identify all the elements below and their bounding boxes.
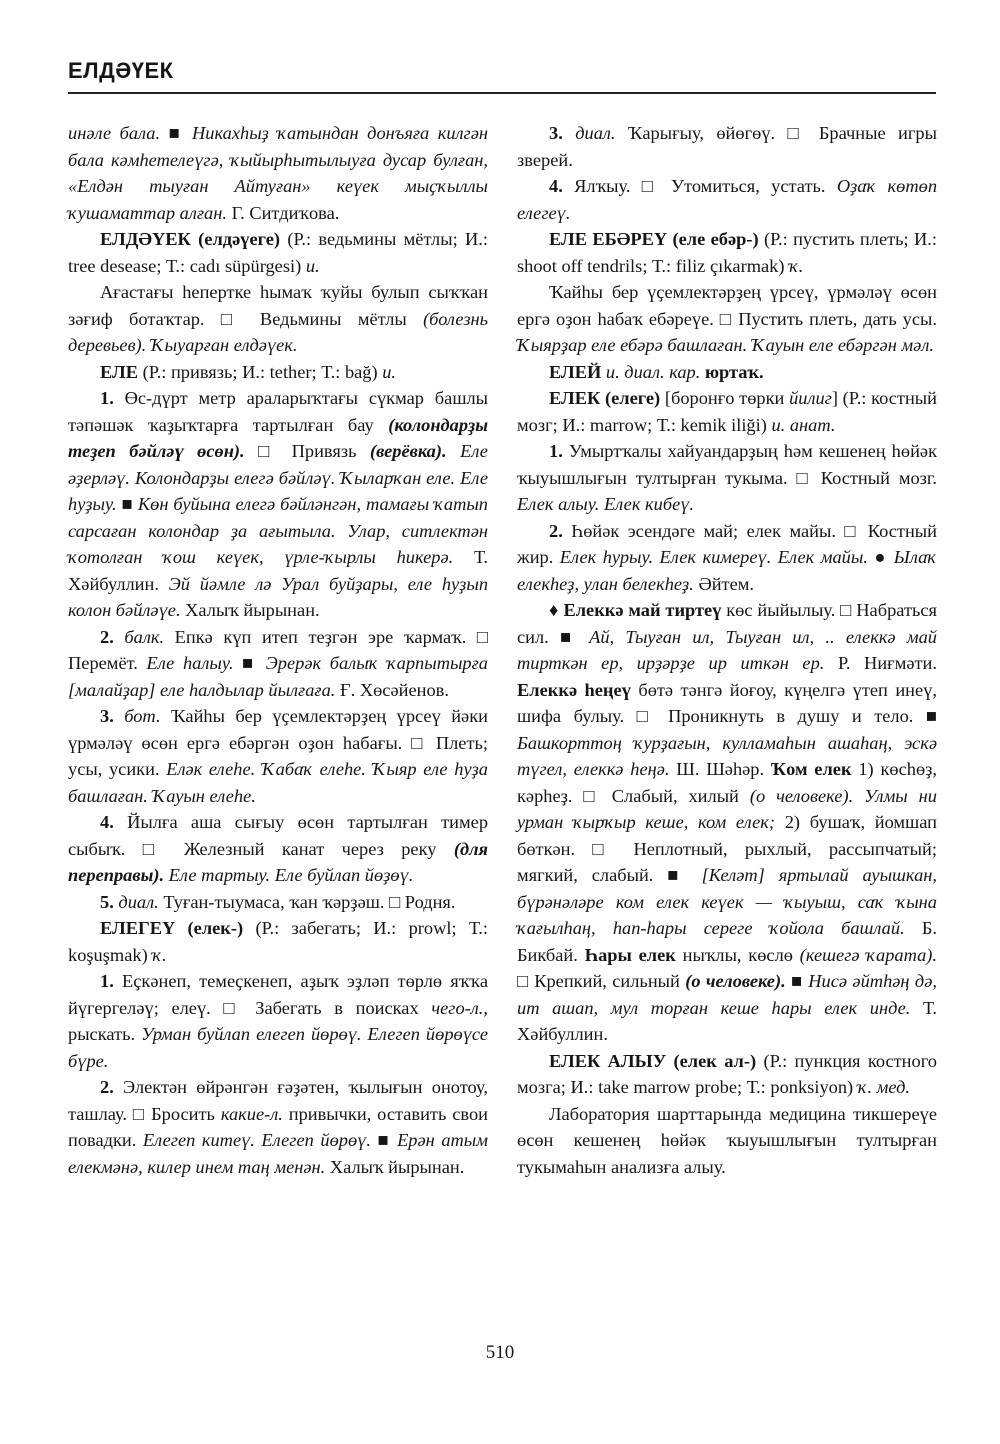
headword: 4.: [549, 176, 575, 196]
dictionary-paragraph: [517, 1048, 937, 1101]
text-run: 1) көсһөҙ, кәрһеҙ. □ Слабый, хилый: [517, 759, 937, 806]
text-run: (Р.: пункция костного мозга; И.: take marrow probe; Т.: ponksiyon): [517, 1050, 937, 1097]
dictionary-paragraph: [68, 809, 488, 889]
text-run: Ялҡыу. □ Утомиться, устать.: [574, 176, 837, 196]
headword: ЕЛЕ ЕБӘРЕҮ (еле ебәр-): [549, 229, 764, 249]
italic-text: инәле бала.: [68, 123, 169, 143]
text-run: привычки, оставить свои повадки.: [68, 1103, 488, 1150]
italic-text: Еле тартыу. Еле буйлап йөҙөү.: [164, 865, 414, 885]
headword: Ҡом елек: [770, 759, 859, 779]
text-run: , рыскать.: [68, 997, 488, 1044]
symbol-mark: ■: [242, 653, 266, 673]
italic-text: ҡ.: [789, 255, 804, 276]
symbol-mark: ■: [560, 626, 590, 647]
italic-text: ҡ. мед.: [857, 1077, 910, 1097]
text-run: Әйтем.: [698, 573, 754, 594]
text-run: Р. Ниғмәти.: [837, 653, 937, 673]
italic-text: диал.: [118, 891, 164, 912]
dictionary-paragraph: [517, 1101, 937, 1181]
italic-text: Нисә әйтһәң дә, ит ашап, мул торған кеше һары елек инде.: [517, 971, 937, 1018]
page-number: 510: [485, 1342, 515, 1363]
text-run: Б. Бикбай.: [517, 918, 937, 965]
symbol-mark: ■: [667, 865, 702, 885]
text-run: Еҫкәнеп, темеҫкенеп, аҙыҡ эҙләп төрлө яҡҡа йүгергеләү; елеү. □ Забегать в поисках: [68, 971, 489, 1018]
page-header: [68, 58, 936, 94]
headword: 1.: [100, 388, 125, 408]
text-run: [боронғо төрки: [664, 388, 790, 408]
text-run: Ағастағы һепертке һымаҡ ҡуйы булып сыҡҡан зәғиф ботаҡтар. □ Ведьмины мётлы: [68, 282, 488, 329]
italic-text: ҡ.: [152, 944, 167, 965]
italic-text: Еләк елеһе. Ҡабаҡ елеһе. Ҡыяр еле һуҙа башлаған. Ҡауын елеһе.: [68, 759, 488, 806]
headword: ЕЛДӘҮЕК (елдәүеге): [100, 229, 288, 249]
italic-text: Еле һалыу.: [146, 653, 243, 673]
dictionary-paragraph: [68, 359, 488, 386]
dictionary-paragraph: [68, 968, 488, 1074]
italic-text: Урман буйлап елегеп йөрөү. Елегеп йөрөүсе бүре.: [68, 1024, 488, 1071]
dictionary-paragraph: [68, 703, 488, 809]
headword: 3.: [549, 123, 576, 143]
dictionary-paragraph: [68, 226, 488, 279]
text-run: (Р.: ведьмины мётлы; И.: tree desease; Т.: cadı süpürgesi): [68, 229, 488, 276]
text-run: Электән өйрәнгән ғәҙәтен, ҡылығын онотоу, ташлау. □ Бросить: [68, 1077, 488, 1124]
text-run: (Р.: привязь; И.: tether; Т.: bağ): [142, 361, 383, 382]
italic-text: Елегеп китеү. Елегеп йөрөү.: [142, 1130, 378, 1150]
text-run: ] (Р.: костный мозг; И.: marrow; Т.: kemik iliği): [517, 388, 937, 435]
headword: ЕЛЕК (елеге): [549, 388, 665, 408]
headword: 2.: [549, 520, 572, 541]
italic-text: Эй йәмле лә Урал буйҙары, еле һуҙып колон бәйләүе.: [68, 573, 489, 620]
italic-text: (для переправы).: [68, 838, 488, 885]
italic-text: (верёвка).: [369, 441, 447, 461]
dictionary-paragraph: [68, 915, 488, 968]
dictionary-paragraph: [68, 385, 488, 624]
headword: Һары елек: [584, 944, 683, 965]
italic-text: Еле әҙерләү. Колондарҙы елегә бәйләү. Ҡыларҡан еле. Еле һуҙыу.: [68, 441, 488, 514]
dictionary-paragraph: [517, 173, 937, 226]
italic-text: (о человеке).: [685, 971, 786, 991]
headword: ЕЛЕ: [100, 361, 143, 382]
italic-text: (колондарҙы теҙеп бәйләү өсөн).: [68, 414, 488, 461]
dictionary-paragraph: [68, 120, 488, 226]
text-run: Т. Хәйбуллин.: [68, 547, 488, 594]
left-column: [68, 120, 488, 1180]
headword: Елеккә һеңеү: [517, 679, 639, 700]
dictionary-paragraph: [68, 624, 488, 704]
headword: ЕЛЕК АЛЫУ (елек ал-): [549, 1050, 764, 1071]
text-run: (Р.: забегать; И.: prowl; Т.: koşuşmak): [68, 918, 488, 965]
text-run: Һөйәк эсендәге май; елек майы. □ Костный жир.: [517, 520, 938, 567]
symbol-mark: ●: [874, 547, 894, 567]
symbol-mark: ■: [925, 706, 937, 726]
text-run: Лаборатория шарттарында медицина тикшереүе өсөн кешенең һөйәк ҡыуышлығын тултырған тукымаһын анализға алыу.: [517, 1103, 937, 1177]
italic-text: какие-л.: [220, 1103, 283, 1124]
headword: 1.: [100, 971, 122, 991]
dictionary-paragraph: [517, 120, 937, 173]
italic-text: Эрерәк балыҡ ҡарпытырға [малайҙар] еле һалдылар йылғаға.: [68, 653, 488, 700]
dictionary-paragraph: [517, 226, 937, 279]
dictionary-paragraph: [68, 279, 488, 359]
symbol-mark: ■: [785, 971, 809, 991]
text-run: Умыртҡалы хайуандарҙың һәм кешенең һөйәк ҡыуышлығын тултырған тукыма. □ Костный мозг.: [517, 441, 938, 488]
text-run: бөтә тәнгә йоғоу, күңелгә үтеп инеү, шифа булыу. □ Проникнуть в душу и тело.: [517, 679, 937, 726]
text-run: Ш. Шәһәр.: [676, 759, 771, 779]
dictionary-paragraph: [517, 359, 937, 386]
text-run: 2) бушаҡ, йомшап бөткән. □ Неплотный, рыхлый, рассыпчатый; мягкий, слабый.: [517, 812, 937, 885]
text-run: Ҡайһы бер үҫемлектәрҙең үрсеү йәки үрмәләү өсөн ергә ебәргән оҙон һабағы. □ Плеть; усы, усики.: [68, 706, 488, 779]
dictionary-paragraph: [68, 889, 488, 916]
text-run: Өс-дүрт метр араларыҡтағы сүкмар башлы тәпәшәк ҡаҙыҡтарға тартылған бау: [68, 388, 489, 435]
italic-text: Ай, Тыуған ил, Тыуған ил, .. елеккә май тирткән ер, ирҙәрҙе ир иткән ер.: [517, 626, 937, 673]
text-run: (Р.: пустить плеть; И.: shoot off tendrils; Т.: filiz çıkarmak): [517, 229, 937, 276]
italic-text: Башкорттоң ҡурҙағын, кулламаһын ашаһаң, эскә түгел, елеккә һеңә.: [517, 732, 937, 779]
italic-text: и.: [305, 255, 320, 276]
headword: 2.: [100, 626, 125, 647]
italic-text: Ҡыярҙар еле ебәрә башлаған. Ҡауын еле ебәргән мәл.: [517, 335, 934, 355]
italic-text: бот.: [124, 706, 171, 726]
italic-text: диал.: [575, 123, 628, 143]
headword: 1.: [549, 441, 569, 461]
text-run: Йылға аша сығыу өсөн тартылған тимер сыбыҡ. □ Железный канат через реку: [68, 812, 489, 859]
text-run: Г. Ситдиҡова.: [231, 202, 340, 223]
text-run: Т. Хәйбуллин.: [517, 997, 937, 1044]
italic-text: Ылаҡ елекһеҙ, улан белекһеҙ.: [517, 547, 937, 594]
italic-text: и. диал. кар.: [605, 361, 705, 382]
italic-text: и. анат.: [771, 414, 836, 435]
italic-text: чего-л.: [431, 997, 484, 1018]
italic-text: (о человеке). Улмы ни урман ҡырҡыр кеше, ком елек;: [517, 785, 937, 832]
italic-text: йилиг: [789, 388, 832, 408]
headword: 3.: [100, 706, 125, 726]
italic-text: [Келәт] яртылай ауышкан, бүрәнәләре ком елек кеүек — ҡыуыш, саҡ ҡына ҡағылһаң, һап-һары сереге ҡойола башлай.: [517, 865, 937, 938]
dictionary-paragraph: [517, 597, 937, 1048]
right-column: [517, 120, 937, 1180]
text-run: көс йыйылыу. □ Набраться сил.: [517, 600, 937, 647]
headword: 4.: [100, 812, 128, 832]
italic-text: и.: [382, 361, 397, 382]
italic-text: Елек һурыу. Елек кимереү. Елек майы.: [559, 547, 875, 567]
headword: ЕЛЕГЕҮ (елек-): [100, 918, 256, 938]
text-run: Ғ. Хөсәйенов.: [340, 679, 449, 700]
text-run: Халыҡ йырынан.: [329, 1156, 465, 1177]
headword: юртаҡ.: [704, 361, 764, 382]
symbol-mark: ■: [121, 494, 138, 514]
italic-text: балк.: [124, 626, 175, 647]
dictionary-paragraph: [68, 1074, 488, 1180]
dictionary-paragraph: [517, 518, 937, 598]
italic-text: Оҙаҡ көтөп елегеү.: [517, 176, 938, 223]
dictionary-paragraph: [517, 279, 937, 359]
symbol-mark: ■: [377, 1130, 398, 1150]
italic-text: Никахһыҙ ҡатындан донъяға килгән бала кәмһетелеүгә, ҡыйырһытылыуға дусар булған, «Елдән тыуған Айтуған» кеүек мыҫҡыллы ҡушаматтар алған.: [68, 123, 488, 223]
headword: ♦ Елеккә май тиртеү: [549, 600, 727, 620]
italic-text: (болезнь деревьев). Ҡыуарған елдәүек.: [68, 308, 488, 355]
text-run: Ҡарығыу, өйөгөү. □ Брачные игры зверей.: [517, 123, 937, 170]
italic-text: (кешегә ҡарата).: [799, 944, 938, 965]
text-run: □ Крепкий, сильный: [517, 971, 686, 991]
italic-text: Ерән атым елекмәнә, килер инем таң менән.: [68, 1130, 488, 1177]
text-run: Туған-тыумаса, ҡан ҡәрҙәш. □ Родня.: [163, 891, 456, 912]
italic-text: Көн буйына елегә бәйләнгән, тамағы ҡатып сарсаған колондар ҙа ағытыла. Улар, ситлектән ҡотолған ҡош кеүек, үрле-ҡырлы һикерә.: [68, 494, 488, 567]
headword: 5.: [100, 891, 119, 912]
text-run: Ҡайһы бер үҫемлектәрҙең үрсеү, үрмәләү өсөн ергә оҙон һабаҡ ебәреүе. □ Пустить плеть, дать усы.: [517, 282, 937, 329]
running-head: ЕЛДӘҮЕК: [68, 58, 174, 83]
dictionary-paragraph: [517, 438, 937, 518]
italic-text: Елек алыу. Елек кибеү.: [517, 494, 695, 514]
dictionary-paragraph: [517, 385, 937, 438]
text-run: Епкә күп итеп теҙгән эре ҡармаҡ. □ Перемёт.: [68, 626, 489, 673]
headword: ЕЛЕЙ: [549, 361, 606, 382]
symbol-mark: ■: [168, 123, 193, 143]
text-run: □ Привязь: [244, 441, 370, 461]
text-run: Халыҡ йырынан.: [185, 600, 320, 620]
headword: 2.: [100, 1077, 124, 1097]
text-run: ныҡлы, көслө: [682, 944, 800, 965]
